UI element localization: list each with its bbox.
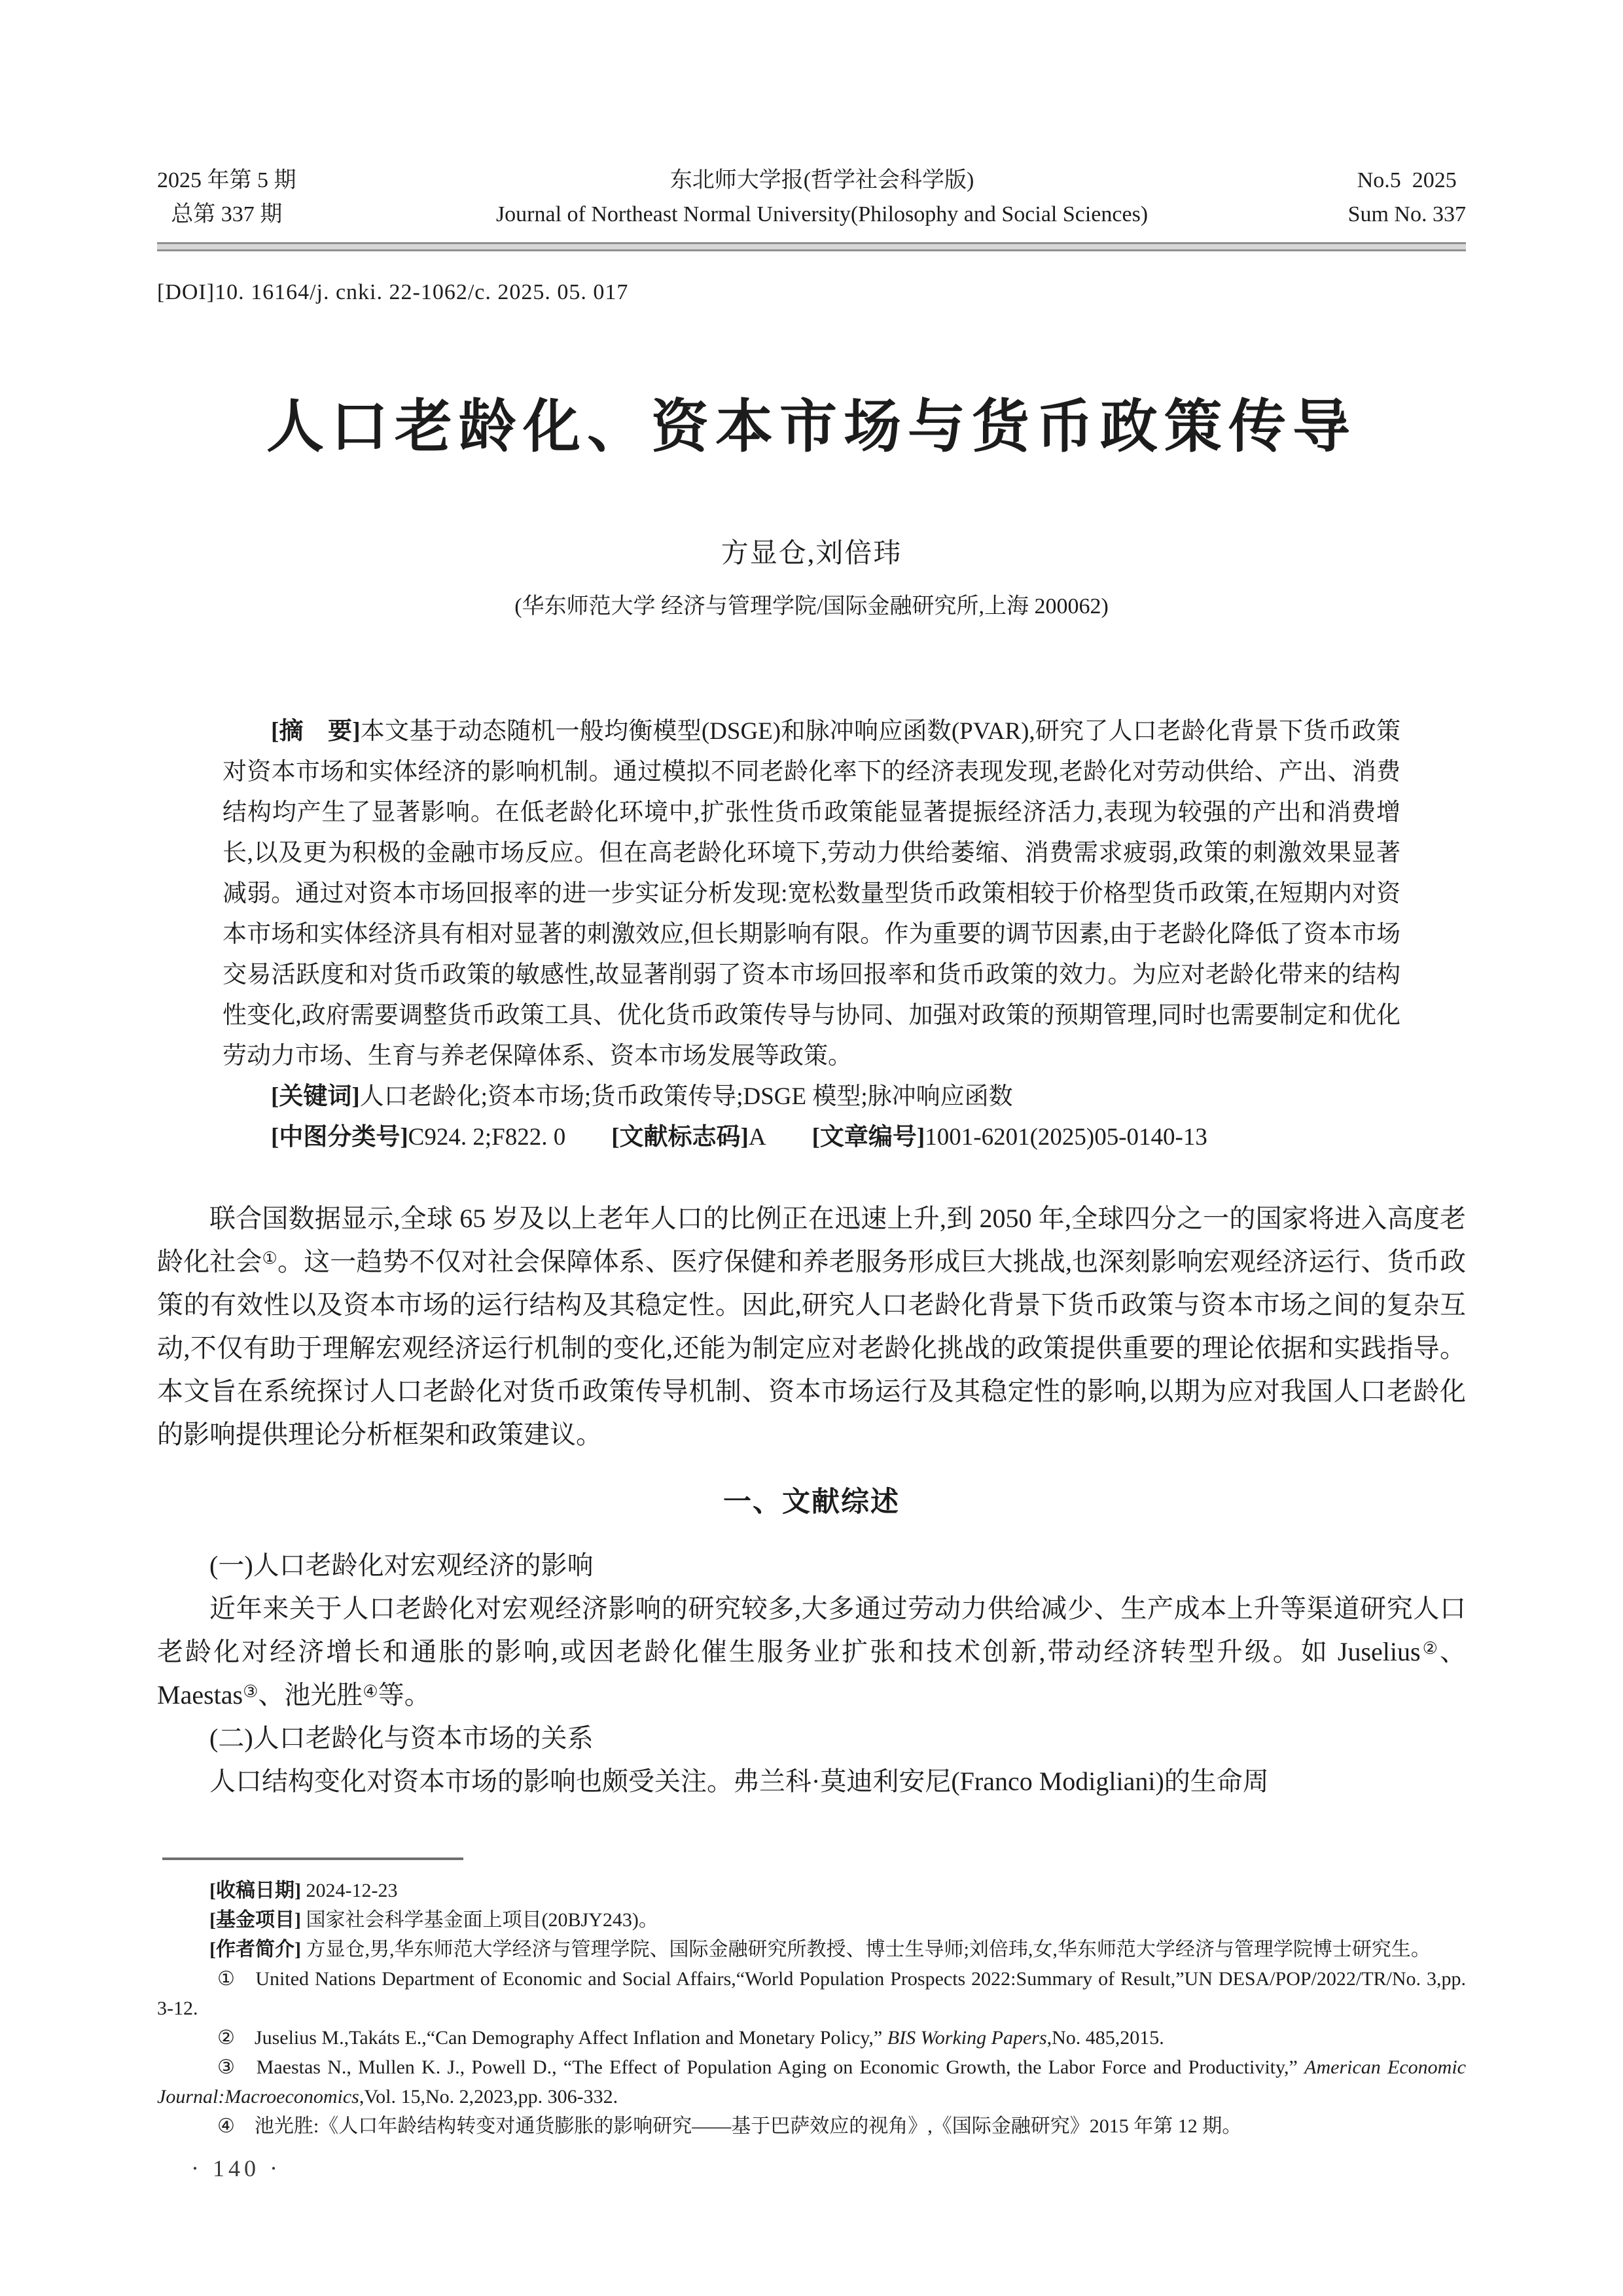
abstract-label: [摘 要] [271,718,361,745]
abstract-block [223,711,1400,1158]
received-value: 2024-12-23 [306,1880,398,1901]
footnote-ref-3: ③ [243,1682,259,1701]
footnote-3 [157,2053,1466,2111]
classification-line [223,1117,1400,1158]
header-journal-title [496,164,1148,232]
abstract-paragraph [223,711,1400,1077]
funding-label: [基金项目] [209,1909,301,1931]
subsection-2-heading: (二)人口老龄化与资本市场的关系 [209,1723,594,1753]
footnote-2-journal: BIS Working Papers [887,2027,1047,2049]
footnote-3-text: Maestas N., Mullen K. J., Powell D., “The Effect of Population Aging on Economic Growth, the Labor Force and Productivity,” [256,2056,1305,2078]
footnote-ref-2: ② [1420,1639,1440,1658]
page-number: · 140 · [191,2155,281,2181]
article-authors: 方显仓,刘倍玮 [721,539,902,569]
subsection-1-paragraph [157,1587,1466,1717]
funding-value: 国家社会科学基金面上项目(20BJY243)。 [306,1909,658,1931]
footnote-4-number: ④ [217,2115,235,2137]
article-no-value: 1001-6201(2025)05-0140-13 [925,1124,1207,1151]
footnote-1-text: United Nations Department of Economic and Social Affairs,“World Population Prospects 2022:Summary of Result,”UN DESA/POP/2022/TR/No. 3,pp. 3-12. [157,1968,1467,2019]
keywords-label: [关键词] [271,1083,360,1110]
intro-paragraph [157,1197,1466,1456]
clc-value: C924. 2;F822. 0 [408,1124,566,1151]
footnote-ref-4: ④ [363,1682,378,1701]
header-issue-left [157,164,296,232]
intro-text-1: 联合国数据显示,全球 65 岁及以上老年人口的比例正在迅速上升,到 2050 年,全球四分之一的国家将进入高度老龄化社会 [157,1204,1466,1276]
subsection-1-heading: (一)人口老龄化对宏观经济的影响 [209,1551,594,1580]
doc-code-value: A [748,1124,766,1151]
sub1-text-1: 近年来关于人口老龄化对宏观经济影响的研究较多,大多通过劳动力供给减少、生产成本上升等渠道研究人口老龄化对经济增长和通胀的影响,或因老龄化催生服务业扩张和技术创新,带动经济转型升级。如 Juselius [157,1594,1466,1666]
header-issue-right [1348,164,1466,232]
footnote-funding [157,1905,1466,1935]
footnote-4 [157,2111,1466,2141]
sub1-text-2: 、Maestas [157,1637,1466,1710]
footnote-2-number: ② [217,2027,235,2049]
footnote-zone [157,1857,1466,2141]
journal-header [157,0,1466,232]
footnote-2 [157,2023,1466,2053]
sub1-text-3: 、池光胜 [258,1680,363,1710]
footnote-author-bio [157,1935,1466,1964]
journal-title-en: Journal of Northeast Normal University(Philosophy and Social Sciences) [495,202,1149,226]
bio-value: 方显仓,男,华东师范大学经济与管理学院、国际金融研究所教授、博士生导师;刘倍玮,女,华东师范大学经济与管理学院博士研究生。 [306,1939,1431,1960]
footnote-3-number: ③ [217,2056,237,2078]
doc-code-label: [文献标志码] [611,1124,749,1151]
article-no-label: [文章编号] [812,1124,925,1151]
footnote-3-journal: American Economic Journal:Macroeconomics [157,2056,1466,2108]
article-title: 人口老龄化、资本市场与货币政策传导 [266,396,1357,459]
received-label: [收稿日期] [209,1880,301,1901]
sub1-text-4: 等。 [378,1680,431,1710]
clc-label: [中图分类号] [271,1124,408,1151]
footnote-ref-1: ① [262,1249,277,1268]
subsection-2-paragraph: 人口结构变化对资本市场的影响也颇受关注。弗兰科·莫迪利安尼(Franco Modigliani)的生命周 [209,1767,1269,1796]
page-content [157,0,1466,1803]
issue-no-en: No.5 2025 [1357,168,1457,192]
issue-year-number: 2025 年第 5 期 [157,168,296,192]
header-divider-rule [157,242,1466,251]
article-affiliation: (华东师范大学 经济与管理学院/国际金融研究所,上海 200062) [514,594,1109,619]
abstract-text: 本文基于动态随机一般均衡模型(DSGE)和脉冲响应函数(PVAR),研究了人口老龄化背景下货币政策对资本市场和实体经济的影响机制。通过模拟不同老龄化率下的经济表现发现,老龄化对劳动供给、产出、消费结构均产生了显著影响。在低老龄化环境中,扩张性货币政策能显著提振经济活力,表现为较强的产出和消费增长,以及更为积极的金融市场反应。但在高老龄化环境下,劳动力供给萎缩、消费需求疲弱,政策的刺激效果显著减弱。通过对资本市场回报率的进一步实证分析发现:宽松数量型货币政策相较于价格型货币政策,在短期内对资本市场和实体经济具有相对显著的刺激效应,但长期影响有限。作为重要的调节因素,由于老龄化降低了资本市场交易活跃度和对货币政策的敏感性,故显著削弱了资本市场回报率和货币政策的效力。为应对老龄化带来的结构性变化,政府需要调整货币政策工具、优化货币政策传导与协同、加强对政策的预期管理,同时也需要制定和优化劳动力市场、生育与养老保障体系、资本市场发展等政策。 [223,718,1400,1069]
journal-title-cn: 东北师大学报(哲学社会科学版) [669,168,974,192]
footnote-2-text: Juselius M.,Takáts E.,“Can Demography Affect Inflation and Monetary Policy,” [254,2027,887,2049]
footnote-2-tail: ,No. 485,2015. [1046,2027,1164,2049]
footnote-divider-rule [162,1857,463,1860]
bio-label: [作者简介] [209,1939,301,1960]
issue-sum-no-en: Sum No. 337 [1347,202,1466,226]
footnote-1-number: ① [217,1968,236,1990]
footnote-1 [157,1964,1466,2023]
footnote-3-tail: ,Vol. 15,No. 2,2023,pp. 306-332. [359,2086,618,2108]
keywords-text: 人口老龄化;资本市场;货币政策传导;DSGE 模型;脉冲响应函数 [359,1083,1013,1110]
issue-total-number: 总第 337 期 [171,202,283,226]
doi-line: [DOI]10. 16164/j. cnki. 22-1062/c. 2025. 05. 017 [157,280,629,304]
section-1-heading: 一、文献综述 [723,1487,900,1518]
article-body [157,1197,1466,1803]
intro-text-2: 。这一趋势不仅对社会保障体系、医疗保健和养老服务形成巨大挑战,也深刻影响宏观经济运行、货币政策的有效性以及资本市场的运行结构及其稳定性。因此,研究人口老龄化背景下货币政策与资本市场之间的复杂互动,不仅有助于理解宏观经济运行机制的变化,还能为制定应对老龄化挑战的政策提供重要的理论依据和实践指导。本文旨在系统探讨人口老龄化对货币政策传导机制、资本市场运行及其稳定性的影响,以期为应对我国人口老龄化的影响提供理论分析框架和政策建议。 [157,1247,1467,1449]
footnote-received-date [157,1876,1466,1905]
footnotes-list [157,1876,1466,2141]
footnote-4-text: 池光胜:《人口年龄结构转变对通货膨胀的影响研究——基于巴萨效应的视角》,《国际金融研究》2015 年第 12 期。 [254,2115,1242,2137]
keywords-line [223,1077,1400,1117]
